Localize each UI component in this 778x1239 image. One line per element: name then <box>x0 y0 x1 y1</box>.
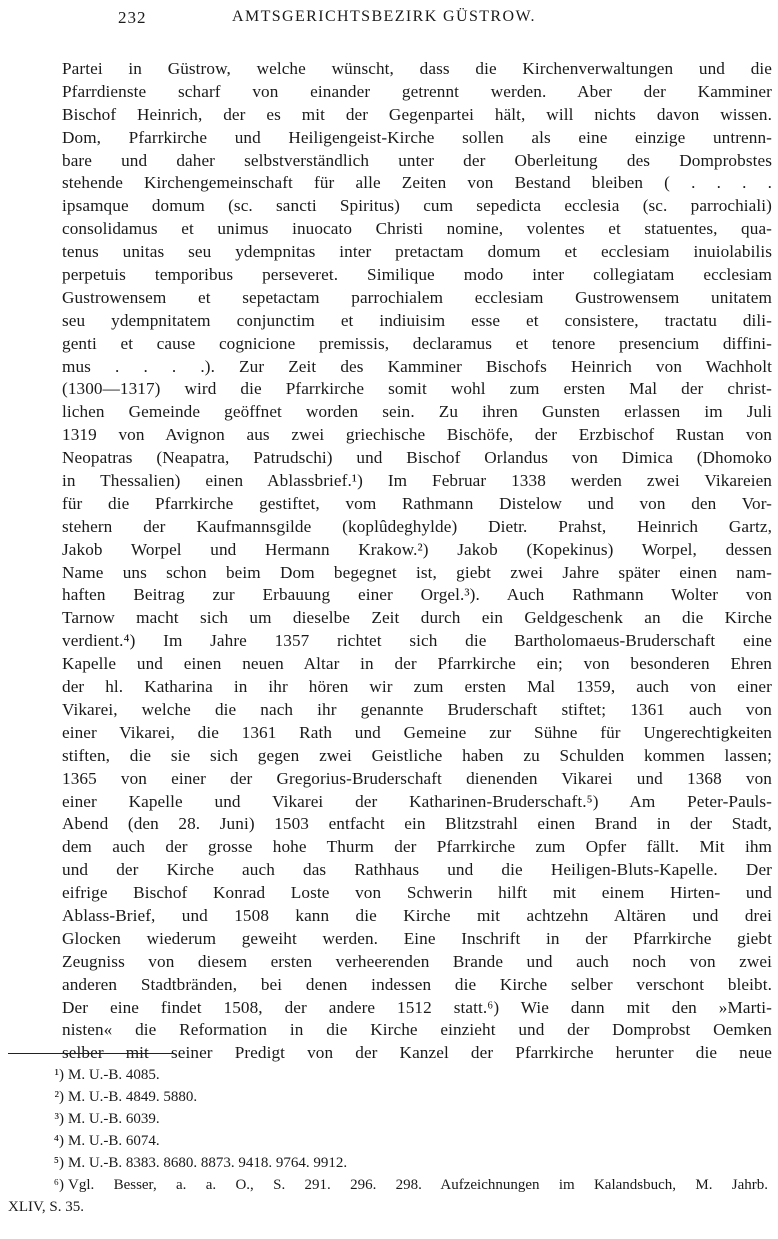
body-line: Dom, Pfarrkirche und Heiligengeist-Kirche sollen als eine einzige untrenn- <box>62 127 772 147</box>
body-line: 1365 von einer der Gregorius-Bruderschaft dienenden Vikarei und 1368 von <box>62 768 772 788</box>
body-line: Bischof Heinrich, der es mit der Gegenpartei hält, will nichts davon wissen. <box>62 104 772 124</box>
body-line: für die Pfarrkirche gestiftet, vom Rathmann Distelow und von den Vor- <box>62 493 772 513</box>
body-line: (1300—1317) wird die Pfarrkirche somit wohl zum ersten Mal der christ- <box>62 379 772 399</box>
footnote <box>8 1086 773 1108</box>
body-line: stehern der Kaufmannsgilde (koplûdeghylde) Dietr. Prahst, Heinrich Gartz, <box>62 516 772 536</box>
body-line: Vikarei, welche die nach ihr genannte Bruderschaft stiftet; 1361 auch von <box>62 699 772 719</box>
body-line: und der Kirche auch das Rathhaus und die Heiligen-Bluts-Kapelle. Der <box>62 860 772 880</box>
body-line: verdient.⁴) Im Jahre 1357 richtet sich die Bartholomaeus-Bruderschaft eine <box>62 631 772 651</box>
body-line: ipsamque domum (sc. sancti Spiritus) cum sepedicta ecclesia (sc. parrochiali) <box>62 196 772 216</box>
body-line: mus . . . .). Zur Zeit des Kamminer Bischofs Heinrich von Wachholt <box>62 356 772 376</box>
body-line: Abend (den 28. Juni) 1503 entfacht ein Blitzstrahl einen Brand in der Stadt, <box>62 814 772 834</box>
body-line: einer Vikarei, die 1361 Rath und Gemeine zur Sühne für Ungerechtigkeiten <box>62 722 772 742</box>
body-line: selber mit seiner Predigt von der Kanzel der Pfarrkirche herunter die neue <box>62 1043 772 1063</box>
footnote <box>8 1152 773 1174</box>
body-line: bare und daher selbstverständlich unter der Oberleitung des Domprobstes <box>62 150 772 170</box>
footnote-text: M. U.-B. 6074. <box>68 1133 160 1149</box>
body-line: der hl. Katharina in ihr hören wir zum ersten Mal 1359, auch von einer <box>62 677 772 697</box>
body-line: anderen Stadtbränden, bei denen indessen die Kirche selber verschont bleibt. <box>62 974 772 994</box>
body-line: 1319 von Avignon aus zwei griechische Bischöfe, der Erzbischof Rustan von <box>62 425 772 445</box>
footnote-text: M. U.-B. 4849. 5880. <box>68 1089 198 1105</box>
page-number: 232 <box>118 8 147 27</box>
body-text <box>62 58 772 1065</box>
footnote-text: M. U.-B. 8383. 8680. 8873. 9418. 9764. 9912. <box>68 1155 348 1171</box>
body-line: Tarnow macht sich um dieselbe Zeit durch ein Geldgeschenk an die Kirche <box>62 608 772 628</box>
body-line: haften Beitrag zur Erbauung einer Orgel.³). Auch Rathmann Wolter von <box>62 585 772 605</box>
body-line: stiften, die sie sich gegen zwei Geistliche haben zu Schulden kommen lassen; <box>62 745 772 765</box>
footnote-mark: ⁶) <box>53 1177 64 1193</box>
body-line: seu ydempnitatem conjunctim et indiuisim esse et consistere, tractatu dili- <box>62 310 772 330</box>
body-line: eifrige Bischof Konrad Loste von Schwerin hilft mit einem Hirten- und <box>62 883 772 903</box>
body-line: genti et cause cognicione premissis, declaramus et tenore presencium diffini- <box>62 333 772 353</box>
body-line: dem auch der grosse hohe Thurm der Pfarrkirche zum Opfer fällt. Mit ihm <box>62 837 772 857</box>
body-line: Pfarrdienste scharf von einander getrennt werden. Aber der Kamminer <box>62 81 772 101</box>
body-line: Gustrowensem et sepetactam parrochialem ecclesiam Gustrowensem unitatem <box>62 287 772 307</box>
footnote-text: Vgl. Besser, a. a. O., S. 291. 296. 298. Aufzeichnungen im Kalandsbuch, M. Jahrb. <box>68 1177 768 1193</box>
footnote-text: M. U.-B. 4085. <box>68 1067 160 1083</box>
body-line: perpetuis temporibus perseveret. Similique modo inter collegiatam ecclesiam <box>62 265 772 285</box>
footnote-mark: ⁵) <box>53 1155 64 1171</box>
footnote-mark: ¹) <box>54 1067 64 1083</box>
body-line: lichen Gemeinde geöffnet worden sein. Zu ihren Gunsten erlassen im Juli <box>62 402 772 422</box>
body-line: Ablass-Brief, und 1508 kann die Kirche mit achtzehn Altären und drei <box>62 905 772 925</box>
footnote <box>8 1064 773 1086</box>
body-line: Kapelle und einen neuen Altar in der Pfarrkirche ein; von besonderen Ehren <box>62 654 772 674</box>
footnotes <box>8 1064 773 1218</box>
footnote-text: M. U.-B. 6039. <box>68 1111 160 1127</box>
body-line: Neopatras (Neapatra, Patrudschi) und Bischof Orlandus von Dimica (Dhomoko <box>62 448 772 468</box>
footnote-divider <box>8 1053 173 1054</box>
body-line: in Thessalien) einen Ablassbrief.¹) Im Februar 1338 werden zwei Vikareien <box>62 471 772 491</box>
body-line: Jakob Worpel und Hermann Krakow.²) Jakob (Kopekinus) Worpel, dessen <box>62 539 772 559</box>
footnote <box>8 1174 773 1196</box>
running-head-title: AMTSGERICHTSBEZIRK GÜSTROW. <box>232 8 536 25</box>
running-head <box>0 6 778 34</box>
body-line: stehende Kirchengemeinschaft für alle Zeiten von Bestand bleiben ( . . . . <box>62 173 772 193</box>
body-line: Partei in Güstrow, welche wünscht, dass die Kirchenverwaltungen und die <box>62 59 772 78</box>
body-line: consolidamus et unimus inuocato Christi nomine, volentes et statuentes, qua- <box>62 219 772 239</box>
footnote <box>8 1108 773 1130</box>
footnote <box>8 1130 773 1152</box>
footnote-mark: ²) <box>54 1089 64 1105</box>
body-line: einer Kapelle und Vikarei der Katharinen-Bruderschaft.⁵) Am Peter-Pauls- <box>62 791 772 811</box>
footnote-mark: ⁴) <box>53 1133 64 1149</box>
body-line: Zeugniss von diesem ersten verheerenden Brande und auch noch von zwei <box>62 951 772 971</box>
footnote-continuation: XLIV, S. 35. <box>8 1199 84 1215</box>
body-line: Glocken wiederum geweiht werden. Eine Inschrift in der Pfarrkirche giebt <box>62 928 772 948</box>
body-line: nisten« die Reformation in die Kirche einzieht und der Domprobst Oemken <box>62 1020 772 1040</box>
body-line: Der eine findet 1508, der andere 1512 statt.⁶) Wie dann mit den »Marti- <box>62 997 772 1017</box>
body-line: Name uns schon beim Dom begegnet ist, giebt zwei Jahre später einen nam- <box>62 562 772 582</box>
body-line: tenus unitas seu ydempnitas inter pretactam domum et ecclesiam inuiolabilis <box>62 242 772 262</box>
footnote-mark: ³) <box>54 1111 64 1127</box>
